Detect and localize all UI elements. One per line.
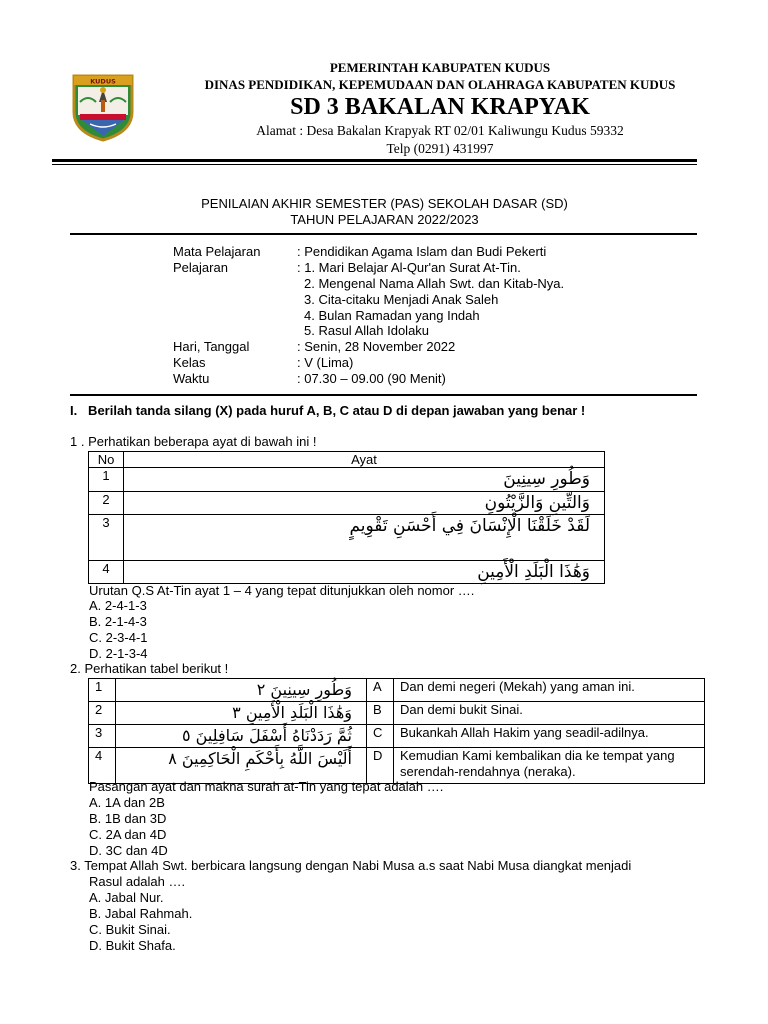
class-value: : V (Lima) — [297, 355, 354, 370]
lesson-item: 3. Cita-citaku Menjadi Anak Saleh — [304, 292, 499, 307]
academic-year: TAHUN PELAJARAN 2022/2023 — [290, 212, 479, 227]
regency-crest-logo — [68, 72, 138, 142]
time-label: Waktu — [173, 371, 210, 386]
row-number: 3 — [89, 515, 124, 561]
letterhead-rule-thick — [52, 159, 697, 162]
answer-option[interactable]: B. 2-1-4-3 — [89, 614, 147, 629]
meaning-letter: B — [367, 702, 394, 725]
time-value: : 07.30 – 09.00 (90 Menit) — [297, 371, 446, 386]
date-value: : Senin, 28 November 2022 — [297, 339, 456, 354]
meaning-text: Dan demi negeri (Mekah) yang aman ini. — [394, 679, 705, 702]
info-rule — [70, 394, 697, 396]
answer-option[interactable]: D. 2-1-3-4 — [89, 646, 148, 661]
question-2-prompt: 2. Perhatikan tabel berikut ! — [70, 661, 229, 676]
answer-option[interactable]: D. Bukit Shafa. — [89, 938, 176, 953]
question-3-prompt: 3. Tempat Allah Swt. berbicara langsung dengan Nabi Musa a.s saat Nabi Musa diangkat menjadi — [70, 858, 632, 873]
answer-option[interactable]: D. 3C dan 4D — [89, 843, 168, 858]
answer-option[interactable]: A. 2-4-1-3 — [89, 598, 147, 613]
ayat-text: وَطُورِ سِينِينَ — [124, 468, 605, 492]
section-instruction: I. Berilah tanda silang (X) pada huruf A, B, C atau D di depan jawaban yang benar ! — [70, 403, 586, 418]
subject-label: Mata Pelajaran — [173, 244, 261, 259]
question-3-prompt-continued: Rasul adalah …. — [89, 874, 186, 889]
subject-value: : Pendidikan Agama Islam dan Budi Pekerti — [297, 244, 547, 259]
meaning-text: Dan demi bukit Sinai. — [394, 702, 705, 725]
question-2-table — [88, 678, 705, 784]
answer-option[interactable]: B. 1B dan 3D — [89, 811, 167, 826]
answer-option[interactable]: C. 2-3-4-1 — [89, 630, 148, 645]
meaning-text: Bukankah Allah Hakim yang seadil-adilnya. — [394, 725, 705, 748]
department-heading: DINAS PENDIDIKAN, KEPEMUDAAN DAN OLAHRAGA KABUPATEN KUDUS — [204, 77, 676, 92]
row-number: 4 — [89, 561, 124, 584]
exam-title: PENILAIAN AKHIR SEMESTER (PAS) SEKOLAH DASAR (SD) — [201, 196, 568, 211]
row-number: 2 — [89, 702, 116, 725]
ayat-text: أَلَيْسَ اللَّهُ بِأَحْكَمِ الْحَاكِمِينَ ٨ — [116, 748, 367, 784]
ayat-text: وَالتِّينِ وَالزَّيْتُونِ — [124, 492, 605, 515]
table-header-ayat: Ayat — [124, 452, 605, 468]
school-phone: Telp (0291) 431997 — [386, 141, 494, 156]
table-header-no: No — [89, 452, 124, 468]
meaning-letter: D — [367, 748, 394, 784]
letterhead-rule-thin — [52, 164, 697, 165]
lessons-label: Pelajaran — [173, 260, 228, 275]
answer-option[interactable]: C. 2A dan 4D — [89, 827, 167, 842]
question-1-text: Urutan Q.S At-Tin ayat 1 – 4 yang tepat ditunjukkan oleh nomor …. — [89, 583, 475, 598]
answer-option[interactable]: B. Jabal Rahmah. — [89, 906, 193, 921]
question-2-text: Pasangan ayat dan makna surah at-Tin yang tepat adalah …. — [89, 779, 444, 794]
class-label: Kelas — [173, 355, 206, 370]
lesson-item: 4. Bulan Ramadan yang Indah — [304, 308, 480, 323]
ayat-text: وَهَٰذَا الْبَلَدِ الْأَمِينِ — [124, 561, 605, 584]
lesson-item: : 1. Mari Belajar Al-Qur'an Surat At-Tin. — [297, 260, 521, 275]
title-rule — [70, 233, 697, 235]
school-address: Alamat : Desa Bakalan Krapyak RT 02/01 Kaliwungu Kudus 59332 — [256, 123, 624, 138]
svg-text:KUDUS: KUDUS — [90, 77, 116, 86]
row-number: 1 — [89, 468, 124, 492]
row-number: 3 — [89, 725, 116, 748]
date-label: Hari, Tanggal — [173, 339, 250, 354]
government-heading: PEMERINTAH KABUPATEN KUDUS — [329, 60, 551, 75]
school-name: SD 3 BAKALAN KRAPYAK — [290, 94, 590, 120]
lesson-item: 2. Mengenal Nama Allah Swt. dan Kitab-Nya. — [304, 276, 565, 291]
meaning-text: Kemudian Kami kembalikan dia ke tempat yang serendah-rendahnya (neraka). — [394, 748, 705, 784]
answer-option[interactable]: A. Jabal Nur. — [89, 890, 164, 905]
question-1-table — [88, 451, 605, 584]
ayat-text: وَطُورِ سِينِينَ ٢ — [116, 679, 367, 702]
ayat-text: لَقَدْ خَلَقْنَا الْإِنْسَانَ فِي أَحْسَنِ تَقْوِيمٍ — [124, 515, 605, 561]
row-number: 2 — [89, 492, 124, 515]
meaning-letter: C — [367, 725, 394, 748]
ayat-text: ثُمَّ رَدَدْنَاهُ أَسْفَلَ سَافِلِينَ ٥ — [116, 725, 367, 748]
lesson-item: 5. Rasul Allah Idolaku — [304, 323, 430, 338]
row-number: 1 — [89, 679, 116, 702]
row-number: 4 — [89, 748, 116, 784]
question-1-prompt: 1 . Perhatikan beberapa ayat di bawah ini ! — [70, 434, 317, 449]
answer-option[interactable]: A. 1A dan 2B — [89, 795, 165, 810]
meaning-letter: A — [367, 679, 394, 702]
answer-option[interactable]: C. Bukit Sinai. — [89, 922, 171, 937]
ayat-text: وَهَٰذَا الْبَلَدِ الْأَمِينِ ٣ — [116, 702, 367, 725]
